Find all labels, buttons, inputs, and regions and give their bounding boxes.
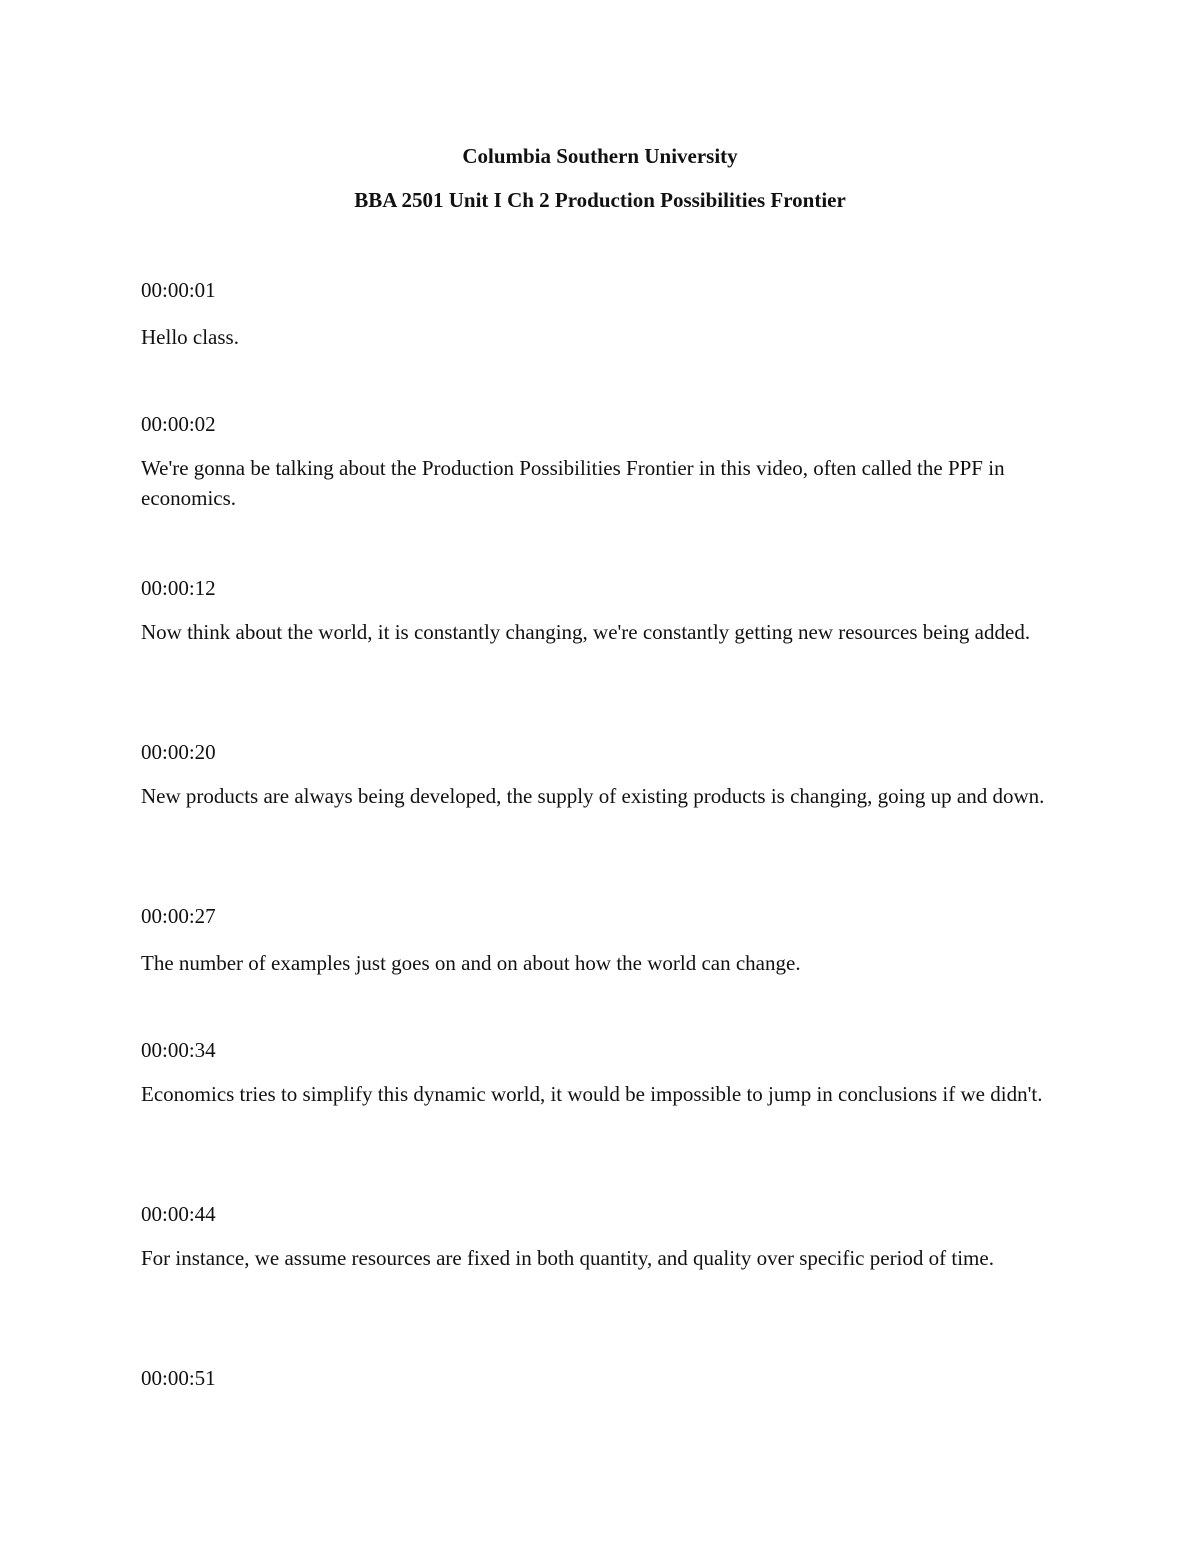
timestamp: 00:00:34 (141, 1038, 216, 1062)
timestamp: 00:00:44 (141, 1202, 216, 1226)
transcript-text: New products are always being developed, the supply of existing products is changing, going up and down. (141, 784, 1045, 808)
timestamp: 00:00:12 (141, 576, 216, 600)
transcript-text: We're gonna be talking about the Production Possibilities Frontier in this video, often called the PPF in economics. (141, 456, 1005, 510)
timestamp: 00:00:02 (141, 412, 216, 436)
transcript-entry (141, 575, 1066, 644)
transcript-text: Economics tries to simplify this dynamic world, it would be impossible to jump in conclusions if we didn't. (141, 1082, 1043, 1106)
timestamp: 00:00:51 (141, 1366, 216, 1390)
transcript-entry (141, 1037, 1066, 1106)
transcript-text: The number of examples just goes on and on about how the world can change. (141, 951, 801, 975)
transcript-entry (141, 903, 1066, 975)
transcript-entry (141, 739, 1066, 808)
transcript-text: Now think about the world, it is constantly changing, we're constantly getting new resources being added. (141, 620, 1031, 644)
timestamp: 00:00:01 (141, 278, 216, 302)
transcript-entry (141, 1365, 1066, 1391)
timestamp: 00:00:27 (141, 904, 216, 928)
transcript-entry (141, 1201, 1066, 1270)
timestamp: 00:00:20 (141, 740, 216, 764)
course-title: BBA 2501 Unit I Ch 2 Production Possibilities Frontier (354, 188, 846, 212)
transcript-text: For instance, we assume resources are fixed in both quantity, and quality over specific period of time. (141, 1246, 994, 1270)
transcript-text: Hello class. (141, 325, 239, 349)
institution-title: Columbia Southern University (462, 144, 738, 168)
transcript-entry (141, 411, 1066, 510)
transcript-entry (141, 277, 1066, 349)
